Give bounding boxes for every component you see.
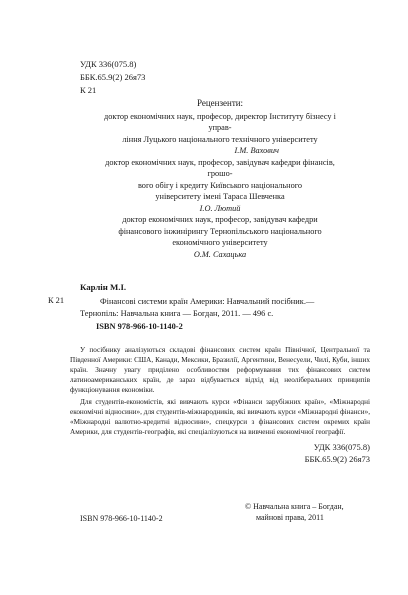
bbk-code: ББК.65.9(2) 26я73 <box>80 72 146 82</box>
reviewer-name: І.О. Лютий <box>199 203 241 213</box>
reviewer-description-line: доктор економічних наук, професор, директор Інституту бізнесу і управ- <box>104 111 336 132</box>
bib-line-title: Фінансові системи країн Америки: Навчальний посібник.— <box>100 297 315 306</box>
reviewer-entry <box>95 214 345 260</box>
reviewer-entry <box>95 157 345 215</box>
classification-codes-top <box>80 58 145 97</box>
copyright-notice <box>245 501 375 523</box>
abstract-paragraph: Для студентів-економістів, які вивчають курси «Фінанси зарубіжних країн», «Міжнародні економічні відносини», для студентів-міжнародників, які вивчають курси «Міжнародні фінанси», «Міжнародні валютно-кредитні відносини», спецкурси з фінансових систем окремих країн Америки, для студентів-географів, які спеціалізуються на вивченні економічної географії. <box>70 398 370 436</box>
reviewer-name: О.М. Сахацька <box>193 249 247 259</box>
catalog-index: К 21 <box>48 296 65 305</box>
author-mark: К 21 <box>80 85 97 95</box>
catalog-author: Карлін М.І. <box>80 282 127 292</box>
reviewer-name: І.М. Вахович <box>234 146 279 155</box>
copyright-line: майнові права, 2011 <box>256 513 324 522</box>
reviewers-block <box>95 98 345 260</box>
reviewer-description-line: економічного університету <box>172 238 268 247</box>
reviewer-description-line: фінансового інжинірингу Тернопільського національного <box>118 226 322 236</box>
isbn-footer: ISBN 978-966-10-1140-2 <box>80 514 163 523</box>
bbk-code: ББК.65.9(2) 26я73 <box>304 454 370 464</box>
reviewers-heading: Рецензенти: <box>196 98 244 108</box>
copyright-line: © Навчальна книга – Богдан, <box>245 502 344 511</box>
reviewer-entry <box>95 111 345 157</box>
classification-codes-bottom <box>270 441 370 465</box>
abstract-paragraph: У посібнику аналізуються складові фінансових систем країн Північної, Центральної та Південної Америки: США, Канади, Мексики, Бразилії, Аргентини, Венесуели, Чилі, Куби, інших країн. Значну увагу приділено особливостям реформування тих фінансових систем латиноамериканських країн, де зараз відбувається відхід від неоліберальних принципів функціонування економіки. <box>70 346 370 394</box>
reviewer-description-line: вого обігу і кредиту Київського національного <box>137 180 303 190</box>
abstract-block <box>70 345 370 437</box>
reviewer-description-line: ління Луцького національного технічного університету <box>122 134 318 144</box>
catalog-isbn: ISBN 978-966-10-1140-2 <box>96 322 183 331</box>
udc-code: УДК 336(075.8) <box>313 442 370 452</box>
udc-code: УДК 336(075.8) <box>80 59 137 69</box>
bib-line-publisher: Тернопіль: Навчальна книга — Богдан, 2011. — 496 с. <box>80 308 274 318</box>
reviewer-description-line: доктор економічних наук, професор, завідувач кафедри <box>122 215 318 224</box>
reviewer-description-line: доктор економічних наук, професор, завідувач кафедри фінансів, грошо- <box>105 157 335 178</box>
reviewer-description-line: університету імені Тараса Шевченка <box>155 192 285 201</box>
bibliographic-description <box>80 296 370 319</box>
